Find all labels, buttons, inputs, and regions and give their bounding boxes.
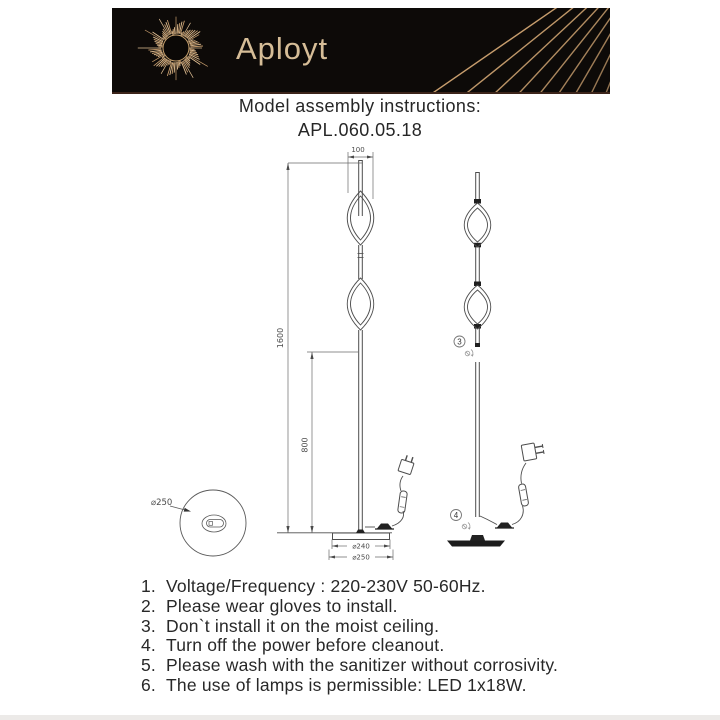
list-item [112,656,652,676]
callout-4 [451,510,471,530]
list-number: 1. [141,576,156,596]
list-item [112,636,652,656]
dim-label-base-240: ⌀240 [352,542,370,551]
page-title: Model assembly instructions: [238,96,482,116]
callout-4-number: 4 [453,511,459,520]
list-text: Don`t install it on the moist ceiling. [166,615,440,636]
dim-label-800: 800 [300,437,310,453]
dim-label-base-250: ⌀250 [352,553,370,562]
power-plug-icon [521,442,544,461]
dim-label-1600: 1600 [276,327,285,349]
list-number: 6. [141,674,156,695]
list-number: 4. [141,635,156,656]
list-text: Please wear gloves to install. [166,595,398,616]
inline-switch-icon [518,484,529,507]
dimension-lines [286,152,393,560]
power-plug-icon [398,454,416,475]
screw-icon [465,350,473,357]
list-text: Voltage/Frequency : 220-230V 50-60Hz. [166,576,486,596]
dim-label-100: 100 [351,146,365,154]
list-text: The use of lamps is permissible: LED 1x18W. [166,674,527,695]
list-number: 5. [141,655,156,676]
instruction-list [112,577,652,696]
brand-wordmark: Aployt [236,31,329,66]
list-item [112,577,652,597]
callout-3 [454,336,474,357]
list-item [112,676,652,696]
right-lamp-view [447,172,505,547]
left-lamp-view [277,160,392,540]
list-number: 3. [141,615,156,636]
base-top-view [170,490,246,556]
list-text: Turn off the power before cleanout. [166,635,445,656]
list-number: 2. [141,595,156,616]
list-item [112,597,652,617]
left-power-cord [365,454,416,529]
right-power-cord [480,442,545,528]
model-number: APL.060.05.18 [297,120,423,140]
list-text: Please wash with the sanitizer without corrosivity. [166,655,559,676]
inline-switch-icon [398,491,408,514]
page-edge [0,715,720,720]
foot-switch-icon [377,524,392,529]
callout-3-number: 3 [457,337,462,347]
dim-label-topview-250: ⌀250 [151,498,173,508]
foot-switch-icon [497,523,512,528]
list-item [112,617,652,637]
screw-icon [462,523,470,530]
